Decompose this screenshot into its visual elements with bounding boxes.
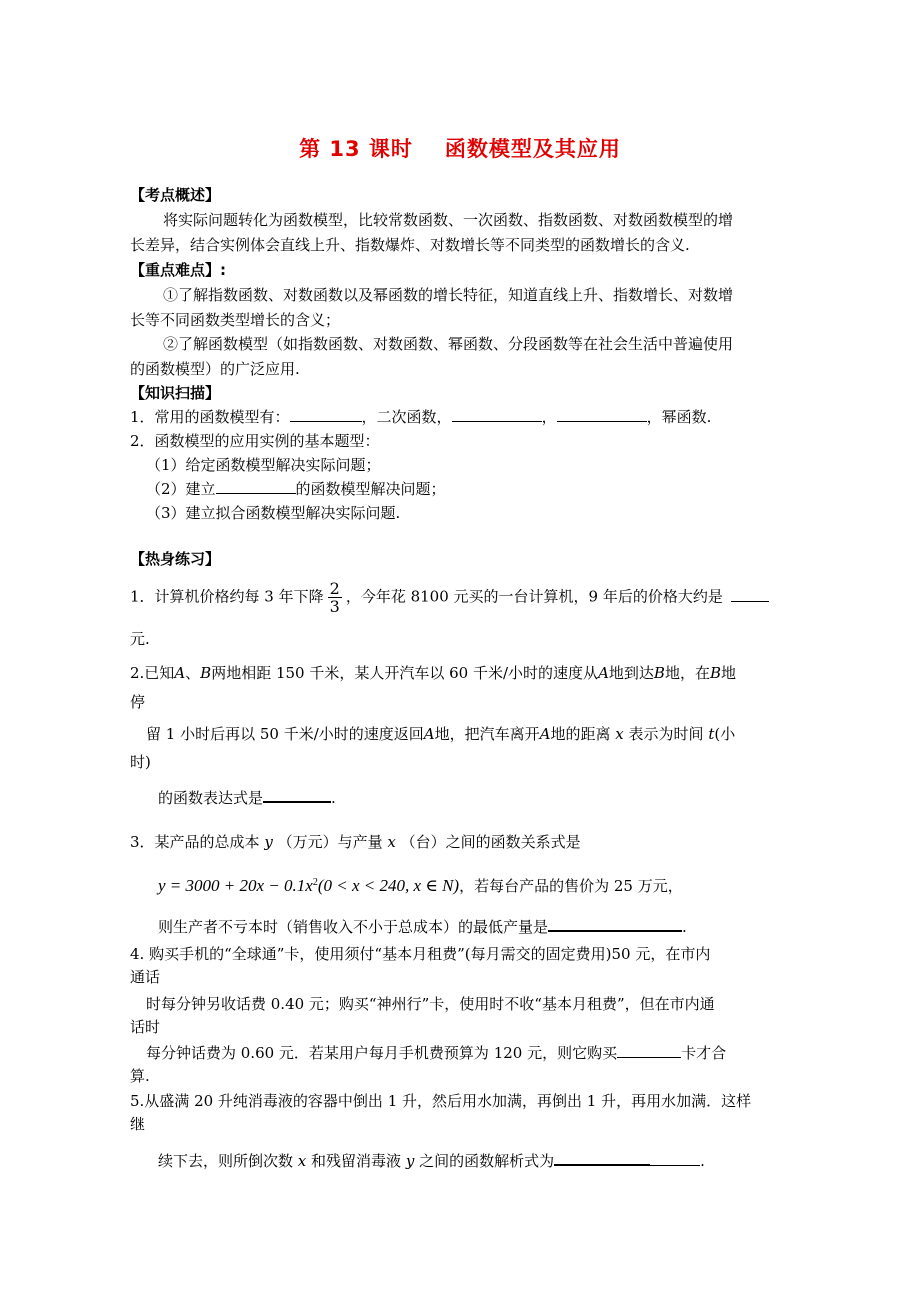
q5-text-c: 续下去，则所倒次数 [158,1152,294,1170]
blank-q1[interactable] [731,587,769,602]
knowledge-heading: 【知识扫描】 [130,384,221,402]
q2-text-c: 地到达 [608,664,654,682]
question-3-line-2 [158,876,683,896]
q2-text-a: 2.已知 [130,664,175,682]
q2-var-b: B [200,664,212,682]
fraction-numerator: 2 [329,579,340,598]
cost-formula-domain: (0 < x < 240, x ∈ N) [317,876,460,895]
knowledge-item-2: 2．函数模型的应用实例的基本题型： [130,432,380,450]
page-title [0,133,920,163]
fraction-two-thirds [328,580,342,615]
blank-q5-a[interactable] [554,1150,650,1166]
q5-text-d: 和残留消毒液 [311,1152,402,1170]
key-point-1-line-1: ①了解指数函数、对数函数以及幂函数的增长特征，知道直线上升、指数增长、对数增 [163,286,734,304]
overview-heading: 【考点概述】 [130,186,221,204]
blank-1c[interactable] [557,407,647,422]
question-1-unit: 元. [130,630,150,648]
q3-var-x: x [387,833,396,851]
q3-text-f: . [682,918,687,936]
question-4-line-6: 算. [130,1067,150,1085]
q2-var-a: A [174,664,186,682]
question-2-line-2: 停 [130,693,146,711]
cost-formula-exponent: 2 [312,877,318,888]
cost-formula-main: y = 3000 + 20x − 0.1x [158,876,313,895]
q3-text-d: ，若每台产品的售价为 25 万元， [459,877,683,895]
question-1-text: 1．计算机价格约每 3 年下降 [130,587,324,606]
knowledge-item-1 [130,407,711,427]
knowledge-sub-1: （1）给定函数模型解决实际问题； [146,456,381,474]
knowledge-sub-3: （3）建立拟合函数模型解决实际问题. [146,504,401,522]
blank-q2[interactable] [263,787,331,803]
question-1-text-b: ，今年花 8100 元买的一台计算机，9 年后的价格大约是 [345,587,723,606]
q5-text-f: . [700,1152,705,1170]
blank-1b[interactable] [452,407,542,422]
overview-line-1: 将实际问题转化为函数模型，比较常数函数、一次函数、指数函数、对数函数模型的增 [163,211,734,229]
question-4-line-1: 4. 购买手机的“全球通”卡，使用须付“基本月租费”(每月需交的固定费用)50 元，在市内 [130,945,711,963]
q2-text-g: 留 1 小时后再以 50 千米/小时的速度返回 [146,725,424,743]
knowledge-item-1-text-d: ，幂函数. [646,408,712,426]
cost-formula [158,876,459,895]
question-2-line-5 [158,787,336,808]
question-1 [130,580,769,615]
q2-text-k: (小 [714,725,736,743]
warmup-heading: 【热身练习】 [130,550,221,568]
q2-text-n: . [331,789,336,807]
q2-text-j: 表示为时间 [628,725,704,743]
q2-var-a3: A [423,725,435,743]
question-5-line-2: 继 [130,1115,146,1133]
q2-text-d: 地，在 [664,664,710,682]
q3-var-y: y [264,833,273,851]
key-point-2-line-1: ②了解函数模型（如指数函数、对数函数、幂函数、分段函数等在社会生活中普遍使用 [163,335,734,353]
question-4-line-5 [146,1043,726,1063]
q2-text-i: 地的距离 [550,725,611,743]
question-4-line-2: 通话 [130,968,161,986]
key-point-2-line-2: 的函数模型）的广泛应用. [130,360,300,378]
blank-q4[interactable] [617,1043,681,1058]
knowledge-sub-2 [146,479,446,499]
q4-text-e: 每分钟话费为 0.60 元．若某用户每月手机费预算为 120 元，则它购买 [146,1044,618,1062]
q2-text-m: 的函数表达式是 [158,789,264,807]
q5-var-y: y [405,1152,415,1170]
title-lesson: 第 13 课时 [299,137,413,161]
knowledge-item-1-text: 1．常用的函数模型有： [130,408,290,426]
q2-text-e: 地 [721,664,737,682]
q2-var-b2: B [653,664,665,682]
q3-text-a: 3．某产品的总成本 [130,833,260,851]
knowledge-item-1-text-c: ， [541,408,557,426]
q2-sep: 、 [185,664,201,682]
q3-text-b: （万元）与产量 [277,833,383,851]
question-3-line-3 [158,916,687,937]
question-2-line-3 [146,724,735,744]
q2-var-x: x [615,725,624,743]
q3-text-c: （台）之间的函数关系式是 [400,833,581,851]
question-5-line-3 [158,1150,705,1171]
question-4-line-3: 时每分钟另收话费 0.40 元；购买“神州行”卡，使用时不收“基本月租费”，但在市内通 [146,995,715,1013]
question-5-line-1: 5.从盛满 20 升纯消毒液的容器中倒出 1 升，然后用水加满，再倒出 1 升，再用水加满．这样 [130,1092,752,1110]
q2-text-h: 地，把汽车离开 [434,725,540,743]
q5-text-e: 之间的函数解析式为 [419,1152,555,1170]
q2-var-a2: A [598,664,609,682]
q2-var-b3: B [709,664,721,682]
fraction-denominator: 3 [329,597,340,616]
knowledge-sub-2-text: （2）建立 [146,480,216,498]
question-2-line-1 [130,663,736,683]
question-4-line-4: 话时 [130,1018,161,1036]
knowledge-sub-2-text-b: 的函数模型解决问题； [295,480,446,498]
key-point-1-line-2: 长等不同函数类型增长的含义； [130,311,341,329]
q2-var-t: t [708,725,715,743]
q2-text-b: 两地相距 150 千米，某人开汽车以 60 千米/小时的速度从 [211,664,599,682]
blank-1a[interactable] [290,407,362,422]
title-topic: 函数模型及其应用 [444,137,621,161]
q3-text-e: 则生产者不亏本时（销售收入不小于总成本）的最低产量是 [158,918,549,936]
q5-var-x: x [297,1152,307,1170]
overview-line-2: 长差异，结合实例体会直线上升、指数爆炸、对数增长等不同类型的函数增长的含义. [130,236,690,254]
question-3-line-1 [130,832,581,852]
blank-2[interactable] [216,479,296,494]
key-points-heading: 【重点难点】: [130,261,226,279]
q4-text-f: 卡才合 [681,1044,727,1062]
knowledge-item-1-text-b: ，二次函数， [361,408,452,426]
q2-var-a4: A [539,725,551,743]
blank-q5-b[interactable] [650,1151,700,1166]
blank-q3[interactable] [548,916,682,932]
question-2-line-4: 时) [130,753,151,771]
